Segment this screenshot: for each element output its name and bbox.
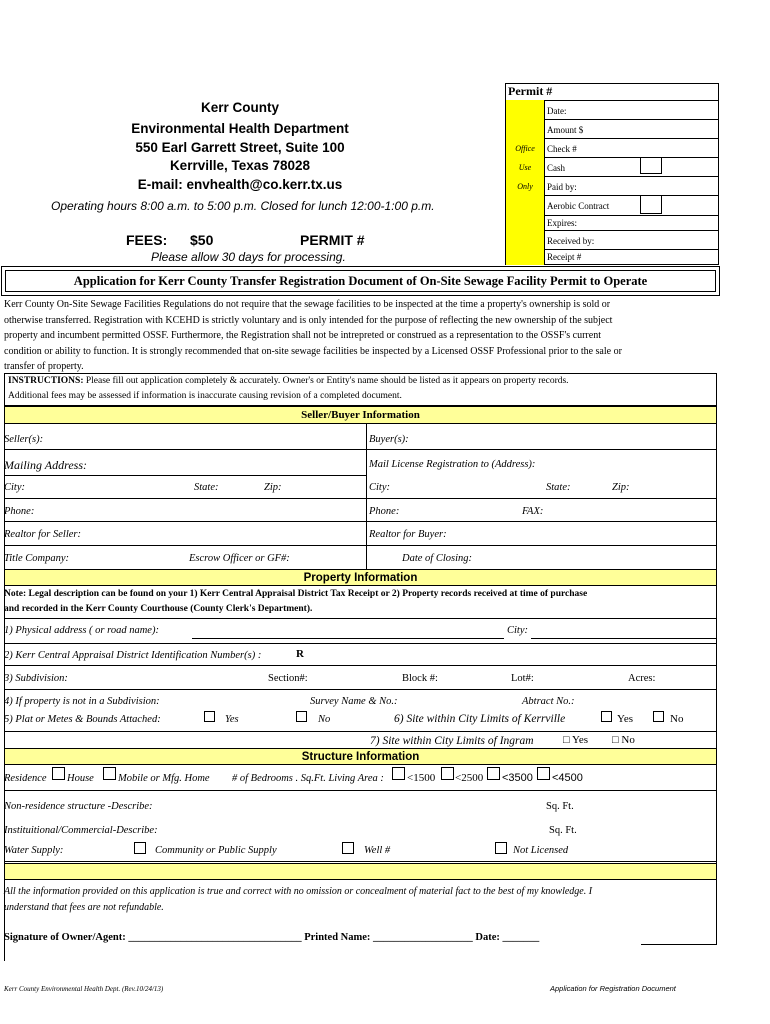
permit-expires[interactable]: Expires: (544, 214, 719, 231)
sqft-1500-checkbox[interactable] (392, 767, 405, 780)
fax-field[interactable]: FAX: (522, 506, 544, 517)
plat-yes-label: Yes (225, 714, 239, 725)
seller-phone-field[interactable]: Phone: (4, 506, 35, 517)
acres-field[interactable]: Acres: (628, 673, 656, 684)
signature-row (4, 932, 539, 943)
subdivision-field[interactable]: 3) Subdivision: (4, 673, 68, 684)
seller-buyer-heading: Seller/Buyer Information (4, 406, 717, 424)
abstract-field[interactable]: Abtract No.: (522, 696, 575, 707)
signature-input[interactable]: _________________________________ (128, 932, 302, 943)
well-label: Well # (364, 845, 391, 856)
section-field[interactable]: Section#: (268, 673, 308, 684)
ingram-limits-label: 7) Site within City Limits of Ingram (370, 735, 534, 747)
processing-note: Please allow 30 days for processing. (151, 250, 346, 264)
not-licensed-checkbox[interactable] (495, 842, 507, 854)
nonresidence-field[interactable]: Non-residence structure -Describe: (4, 801, 153, 812)
fees-label: FEES: (126, 232, 168, 248)
title-company-field[interactable]: Title Company: (4, 553, 70, 564)
house-checkbox[interactable] (52, 767, 65, 780)
intro-text: Kerr County On-Site Sewage Facilities Regulations do not require that the sewage facilities to be inspected at the time a property's ownership is sold or otherwise transferred. Registration with KCEHD is strictly voluntary and is only intended for the purpose of reflecting the new ownership of the subject property and incumbent permitted OSSF. Furthermore, the Registration shall not be intrepreted or construed as a representation to the OSSF's current condition or ability to function. It is strongly recommended that on-site sewage facilities be inspected by a Licensed OSSF Professional prior to the sale or transfer of property. (4, 299, 622, 373)
house-label: House (67, 773, 94, 784)
kerrville-no-checkbox[interactable] (653, 711, 664, 722)
cash-checkbox[interactable] (640, 157, 662, 174)
sqft-4500-checkbox[interactable] (537, 767, 550, 780)
institutional-sqft-label: Sq. Ft. (549, 825, 577, 836)
permit-date[interactable]: Date: (544, 101, 719, 120)
buyer-city-field[interactable]: City: (369, 482, 390, 493)
not-subdivision-label: 4) If property is not in a Subdivision: (4, 696, 160, 707)
instructions-box: INSTRUCTIONS: Please fill out application completely & accurately. Owner's or Entity's name should be listed as it appears on property records. Additional fees may be assessed if information is inaccurate causing revision of a completed document. (4, 373, 717, 406)
plat-no-label: No (318, 714, 331, 725)
operating-hours: Operating hours 8:00 a.m. to 5:00 p.m. Closed for lunch 12:00-1:00 p.m. (51, 199, 435, 213)
department-name: Environmental Health Department (131, 121, 349, 136)
permit-amount[interactable]: Amount $ (544, 120, 719, 139)
kerrville-yes-label: Yes (617, 713, 634, 725)
property-city-label: City: (507, 625, 528, 636)
date-input[interactable]: _______ (502, 932, 540, 943)
seller-state-field[interactable]: State: (194, 482, 219, 493)
structure-heading: Structure Information (4, 748, 717, 765)
permit-check[interactable]: Check # (544, 139, 719, 158)
nonresidence-sqft-label: Sq. Ft. (546, 801, 574, 812)
printed-name-input[interactable]: ___________________ (373, 932, 473, 943)
mobile-home-label: Mobile or Mfg. Home (118, 773, 210, 784)
community-supply-label: Community or Public Supply (155, 845, 277, 856)
mail-license-field[interactable]: Mail License Registration to (Address): (369, 459, 536, 470)
permit-cash[interactable]: Cash (544, 158, 719, 177)
lot-field[interactable]: Lot#: (511, 673, 534, 684)
institutional-field[interactable]: Instituitional/Commercial-Describe: (4, 825, 158, 836)
printed-name-label: Printed Name: (304, 932, 371, 943)
plat-label: 5) Plat or Metes & Bounds Attached: (4, 714, 161, 725)
permit-label: PERMIT # (300, 232, 365, 248)
sqft-1500-label: <1500 (407, 772, 436, 784)
instructions-label: INSTRUCTIONS: (8, 376, 84, 386)
property-city-input[interactable] (531, 625, 716, 639)
appraisal-id-prefix[interactable]: R (296, 648, 304, 660)
sqft-3500-label: <3500 (502, 772, 533, 784)
sqft-3500-checkbox[interactable] (487, 767, 500, 780)
title-box (1, 266, 720, 296)
bedrooms-sqft-label: # of Bedrooms . Sq.Ft. Living Area : (232, 773, 384, 784)
mailing-address-field[interactable]: Mailing Address: (4, 458, 87, 472)
aerobic-contract-checkbox[interactable] (640, 195, 662, 214)
buyer-phone-field[interactable]: Phone: (369, 506, 400, 517)
sqft-2500-checkbox[interactable] (441, 767, 454, 780)
certification-bar (4, 863, 717, 880)
footer-revision: Kerr County Environmental Health Dept. (Rev.10/24/13) (4, 985, 164, 993)
closing-date-field[interactable]: Date of Closing: (402, 553, 472, 564)
escrow-field[interactable]: Escrow Officer or GF#: (189, 553, 290, 564)
fees-value: $50 (190, 232, 214, 248)
water-supply-label: Water Supply: (4, 845, 64, 856)
permit-receipt[interactable]: Receipt # (547, 252, 582, 262)
property-note: Note: Legal description can be found on your 1) Kerr Central Appraisal District Tax Receipt or 2) Property records received at time of purchase and recorded in the Kerr County Courthouse (County Clerk's Department). (4, 589, 588, 614)
signature-label: Signature of Owner/Agent: (4, 932, 126, 943)
well-checkbox[interactable] (342, 842, 354, 854)
survey-field[interactable]: Survey Name & No.: (310, 696, 398, 707)
permit-aerobic-contract[interactable]: Aerobic Contract (544, 196, 719, 216)
plat-no-checkbox[interactable] (296, 711, 307, 722)
footer-document-name: Application for Registration Document (550, 984, 676, 993)
mobile-home-checkbox[interactable] (103, 767, 116, 780)
buyer-zip-field[interactable]: Zip: (612, 482, 630, 493)
realtor-seller-field[interactable]: Realtor for Seller: (4, 529, 81, 540)
org-name: Kerr County (200, 100, 279, 115)
permit-received-by[interactable]: Received by: (544, 231, 719, 250)
kerrville-limits-label: 6) Site within City Limits of Kerrville (394, 713, 566, 725)
permit-paid-by[interactable]: Paid by: (544, 177, 719, 196)
seller-city-field[interactable]: City: (4, 482, 25, 493)
residence-label: Residence (4, 773, 47, 784)
ingram-yes-option[interactable]: □ Yes (563, 734, 588, 746)
certification-text: All the information provided on this application is true and correct with no omission or concealment of material fact to the best of my knowledge. I understand that fees are not refundable. (4, 886, 593, 913)
ingram-no-option[interactable]: □ No (612, 734, 635, 746)
realtor-buyer-field[interactable]: Realtor for Buyer: (369, 529, 447, 540)
buyer-state-field[interactable]: State: (546, 482, 571, 493)
form-title: Application for Kerr County Transfer Registration Document of On-Site Sewage Facility Permit to Operate (5, 270, 716, 292)
physical-address-input[interactable] (192, 625, 504, 639)
date-label: Date: (475, 932, 500, 943)
address-line-1: 550 Earl Garrett Street, Suite 100 (135, 140, 345, 155)
physical-address-label: 1) Physical address ( or road name): (4, 625, 159, 636)
property-heading: Property Information (4, 569, 717, 586)
buyers-field[interactable]: Buyer(s): (369, 434, 409, 445)
seller-zip-field[interactable]: Zip: (264, 482, 282, 493)
address-line-2: Kerrville, Texas 78028 (169, 158, 311, 173)
office-use-column: Office Use Only (506, 100, 545, 265)
appraisal-id-label: 2) Kerr Central Appraisal District Identification Number(s) : (4, 650, 262, 661)
plat-yes-checkbox[interactable] (204, 711, 215, 722)
permit-box-title: Permit # (508, 84, 553, 98)
sqft-2500-label: <2500 (455, 772, 484, 784)
kerrville-yes-checkbox[interactable] (601, 711, 612, 722)
block-field[interactable]: Block #: (402, 673, 438, 684)
kerrville-no-label: No (670, 713, 684, 725)
sqft-4500-label: <4500 (552, 772, 583, 784)
sellers-field[interactable]: Seller(s): (4, 434, 44, 445)
email: E-mail: envhealth@co.kerr.tx.us (137, 177, 343, 192)
community-supply-checkbox[interactable] (134, 842, 146, 854)
not-licensed-label: Not Licensed (513, 845, 569, 856)
